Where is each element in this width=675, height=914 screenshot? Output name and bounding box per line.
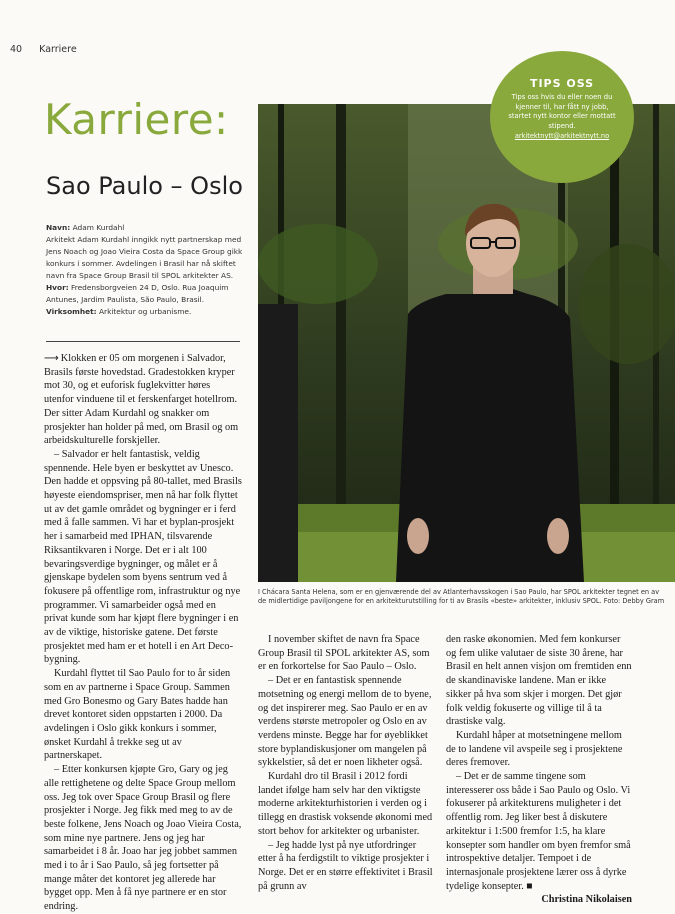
article-headline: Sao Paulo – Oslo (46, 172, 243, 200)
page-header (10, 44, 77, 55)
body-paragraph: den raske økonomien. Med fem konkurser og fem ulike valutaer de siste 30 årene, har Brasil en helt annen visjon om fremtiden enn de skandinaviske landene. Man er ikke sikker på hva som skjer i morgen. Det gjør folk veldig fokuserte og villige til å ta drastiske valg. (446, 634, 632, 728)
name-label: Navn: (46, 223, 71, 232)
divider-rule (46, 341, 240, 342)
tips-email-link[interactable]: arkitektnytt@arkitektnytt.no (514, 132, 610, 140)
where-value: Fredensborgveien 24 D, Oslo. Rua Joaquim Antunes, Jardim Paulista, São Paulo, Brasil. (46, 283, 229, 304)
body-paragraph: Kurdahl dro til Brasil i 2012 fordi landet ifølge ham selv har den viktigste moderne arkitekturhistorien i verden og i tillegg en drastisk voksende økonomi med stort behov for arkitekter og urbanister. (258, 771, 433, 837)
body-column-1 (44, 352, 242, 914)
body-paragraph: – Etter konkursen kjøpte Gro, Gary og jeg alle rettighetene og delte Space Group mellom oss. Jeg tok over Space Group Brasil og flere prosjekter i Norge. Jeg fikk med meg to av de beste folkene, Jens Noach og Joao Vieira Costa, som mine nye partnere. Jens og jeg har samarbeidet i 8 år. Joao har jeg jobbet sammen med i to år i Sao Paulo, så jeg fortsetter på mange måter det kontoret jeg allerede har bygget opp. Men å få nye partnere er en stor endring. (44, 764, 242, 913)
fact-box (46, 222, 246, 318)
name-value: Adam Kurdahl (72, 223, 125, 232)
section-name: Karriere (39, 44, 77, 55)
section-kicker: Karriere: (44, 95, 229, 144)
fact-intro: Arkitekt Adam Kurdahl inngikk nytt partnerskap med Jens Noach og Joao Vieira Costa da Space Group gikk konkurs i sommer. Avdelingen i Brasil har nå skiftet navn fra Space Group Brasil til SPOL arkitekter AS. (46, 235, 243, 280)
body-paragraph: Kurdahl flyttet til Sao Paulo for to år siden som en av partnerne i Space Group. Sammen med Gro Bonesmo og Gary Bates hadde han drevet kontoret siden oppstarten i 2000. Da avdelingen i Oslo gikk konkurs i sommer, ønsket Kurdahl å trekke seg ut av partnerskapet. (44, 668, 231, 762)
tips-title: TIPS OSS (529, 77, 595, 90)
body-paragraph: – Det er en fantastisk spennende motsetning og energi mellom de to byene, og det inspirerer meg. Sao Paulo er en av verdens største metropoler og Oslo en av verdens minste. Begge har for øyeblikket store byplandiskusjoner om mangelen på sykkelstier, så det er noen likheter også. (258, 675, 432, 769)
photo-caption: I Chácara Santa Helena, som er en gjenværende del av Atlanterhavsskogen i Sao Paulo, har SPOL arkitekter tegnet en av de midlertidige paviljongene for en arkitekturutstilling for ti av Brasils «beste» arkitekter, inklusiv SPOL. Foto: Debby Gram (258, 588, 665, 605)
body-column-3 (446, 633, 632, 907)
body-paragraph: – Det er de samme tingene som interesserer oss både i Sao Paulo og Oslo. Vi fokuserer på arkitekturens muligheter i det offentlig rom. Jeg liker best å diskutere arkitektur i 1:500 fremfor 1:5, ha klare konsepter som handler om byen fremfor små introspektive detaljer. Tempoet i de internasjonale prosjektene lærer oss å dyrke tydelige konsepter. ■ (446, 771, 631, 892)
author-byline: Christina Nikolaisen (541, 894, 632, 906)
tips-text: Tips oss hvis du eller noen du kjenner til, har fått ny jobb, startet nytt kontor eller mottatt stipend. (508, 93, 616, 130)
body-paragraph: I november skiftet de navn fra Space Group Brasil til SPOL arkitekter AS, som er en forkortelse for Sao Paulo – Oslo. (258, 634, 430, 673)
body-paragraph: – Salvador er helt fantastisk, veldig spennende. Hele byen er beskyttet av Unesco. Den hadde et oppsving på 80-tallet, med Brasils høyeste eiendomspriser, men nå har folk flyttet ut av det gamle området og bygninger er i ferd med å falle sammen. Vi har et byplan-prosjekt her i samarbeid med IPHAN, tilsvarende Riksantikvaren i Norge. Det er i alt 100 bevaringsverdige bygninger, og målet er å gjenskape bydelen som byens sentrum ved å fokusere på offentlige rom, infrastruktur og nye programmer. Vi samarbeider også med en privat kunde som har kjøpt flere bygninger i en av de viktige, historiske gatene. Det første prosjektet med ham er et hotell i en Art Deco-bygning. (44, 448, 242, 666)
body-paragraph: ⟶ Klokken er 05 om morgenen i Salvador, Brasils første hovedstad. Gradestokken kryper mot 30, og et euforisk fuglekvitter høres utenfor vinduene til et ferskenfarget hotellrom. Der sitter Adam Kurdahl og snakker om prosjekter han holder på med, om Brasil og om arbeidskulturelle forskjeller. (44, 352, 239, 447)
body-paragraph: Kurdahl håper at motsetningene mellom de to landene vil avspeile seg i prosjektene deres fremover. (446, 729, 623, 769)
arrow-right-icon: ⟶ (44, 352, 59, 364)
where-label: Hvor: (46, 283, 69, 292)
business-value: Arkitektur og urbanisme. (98, 307, 192, 316)
business-label: Virksomhet: (46, 307, 97, 316)
body-paragraph: – Jeg hadde lyst på nye utfordringer etter å ha ferdigstilt to viktige prosjekter i Norge. Det er en større effektivitet i Brasil på grunn av (258, 839, 433, 892)
portrait-photo (258, 104, 675, 582)
tips-badge (490, 51, 634, 183)
page-number: 40 (10, 44, 23, 55)
body-column-2 (258, 633, 434, 893)
